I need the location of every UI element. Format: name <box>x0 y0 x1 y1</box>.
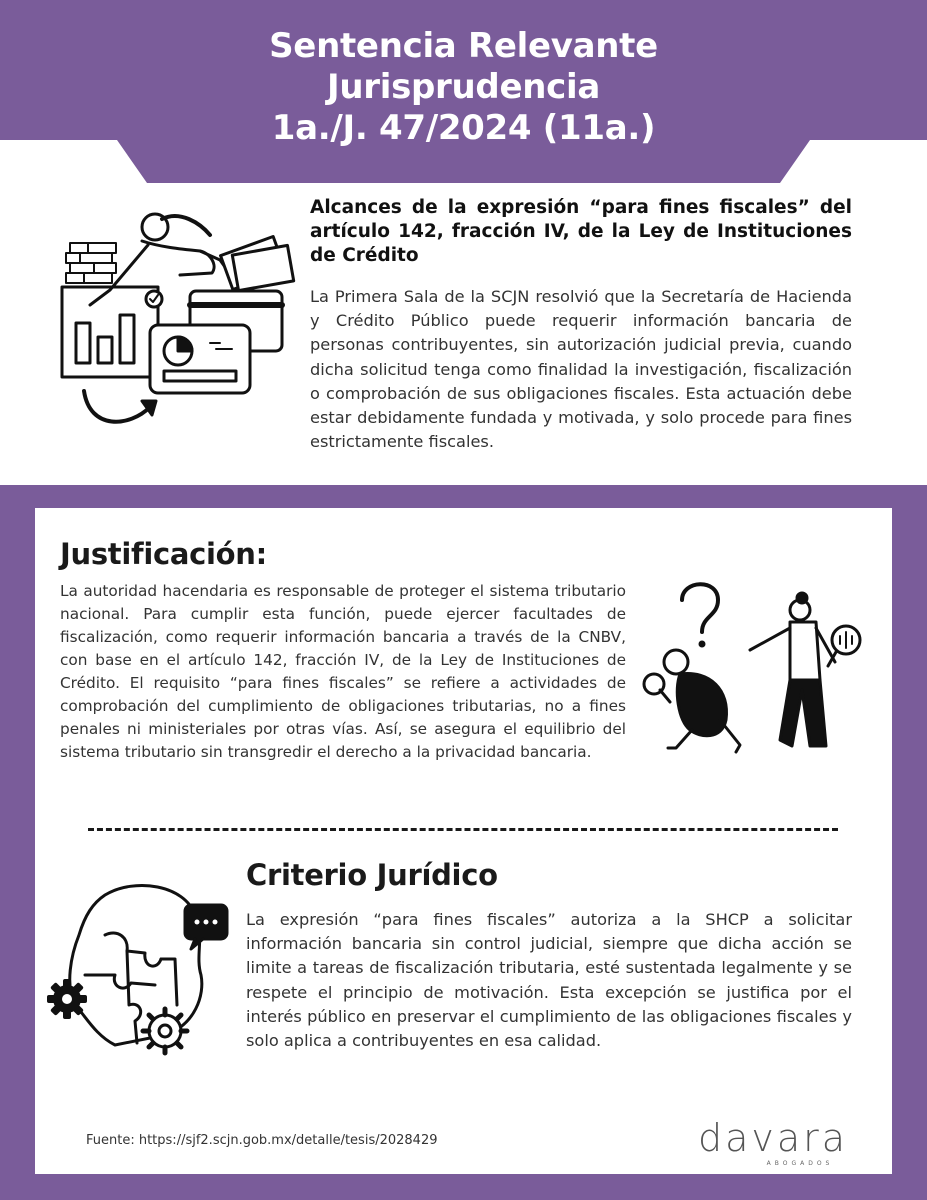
davara-logo <box>698 1118 858 1174</box>
detectives-question-illustration-icon <box>640 570 880 770</box>
title-line-3: 1a./J. 47/2024 (11a.) <box>271 108 656 148</box>
title-line-1: Sentencia Relevante <box>269 26 658 66</box>
criterio-heading: Criterio Jurídico <box>246 858 498 892</box>
logo-subtitle: ABOGADOS <box>766 1160 834 1167</box>
puzzle-gears-illustration-icon <box>45 875 240 1065</box>
justificacion-heading: Justificación: <box>60 537 267 571</box>
summary-body: La Primera Sala de la SCJN resolvió que la Secretaría de Hacienda y Crédito Público puede requerir información bancaria de personas contribuyentes, sin autorización judicial previa, cuando dicha solicitud tenga como finalidad la investigación, fiscalización o comprobación de sus obligaciones fiscales. Esta actuación debe estar debidamente fundada y motivada, y solo procede para fines estrictamente fiscales. <box>310 287 852 452</box>
page-title <box>0 26 927 149</box>
justificacion-body: La autoridad hacendaria es responsable de proteger el sistema tributario nacional. Para cumplir esta función, puede ejercer facultades de fiscalización, como requerir información bancaria a través de la CNBV, con base en el artículo 142, fracción IV, de la Ley de Instituciones de Crédito. El requisito “para fines fiscales” se refiere a actividades de comprobación del cumplimiento de obligaciones tributarias, no a fines penales ni ministeriales por otras vías. Así, se asegura el equilibrio del sistema tributario sin transgredir el derecho a la privacidad bancaria. <box>60 582 626 761</box>
source-link[interactable]: Fuente: https://sjf2.scjn.gob.mx/detalle/tesis/2028429 <box>86 1133 438 1148</box>
criterio-body: La expresión “para fines fiscales” autoriza a la SHCP a solicitar información bancaria sin control judicial, siempre que dicha acción se limite a tareas de fiscalización tributaria, esté sustentada legalmente y se respete el principio de motivación. Esta excepción se justifica por el interés público en preservar el cumplimiento de las obligaciones fiscales y solo aplica a contribuyentes en esa calidad. <box>246 910 852 1051</box>
dashed-divider <box>88 828 838 831</box>
title-line-2: Jurisprudencia <box>327 67 600 107</box>
summary-heading: Alcances de la expresión “para fines fiscales” del artículo 142, fracción IV, de la Ley de Instituciones de Crédito <box>310 197 852 266</box>
bank-data-illustration-icon <box>50 205 300 465</box>
logo-wordmark: davara <box>698 1116 849 1160</box>
header-banner <box>0 0 927 183</box>
